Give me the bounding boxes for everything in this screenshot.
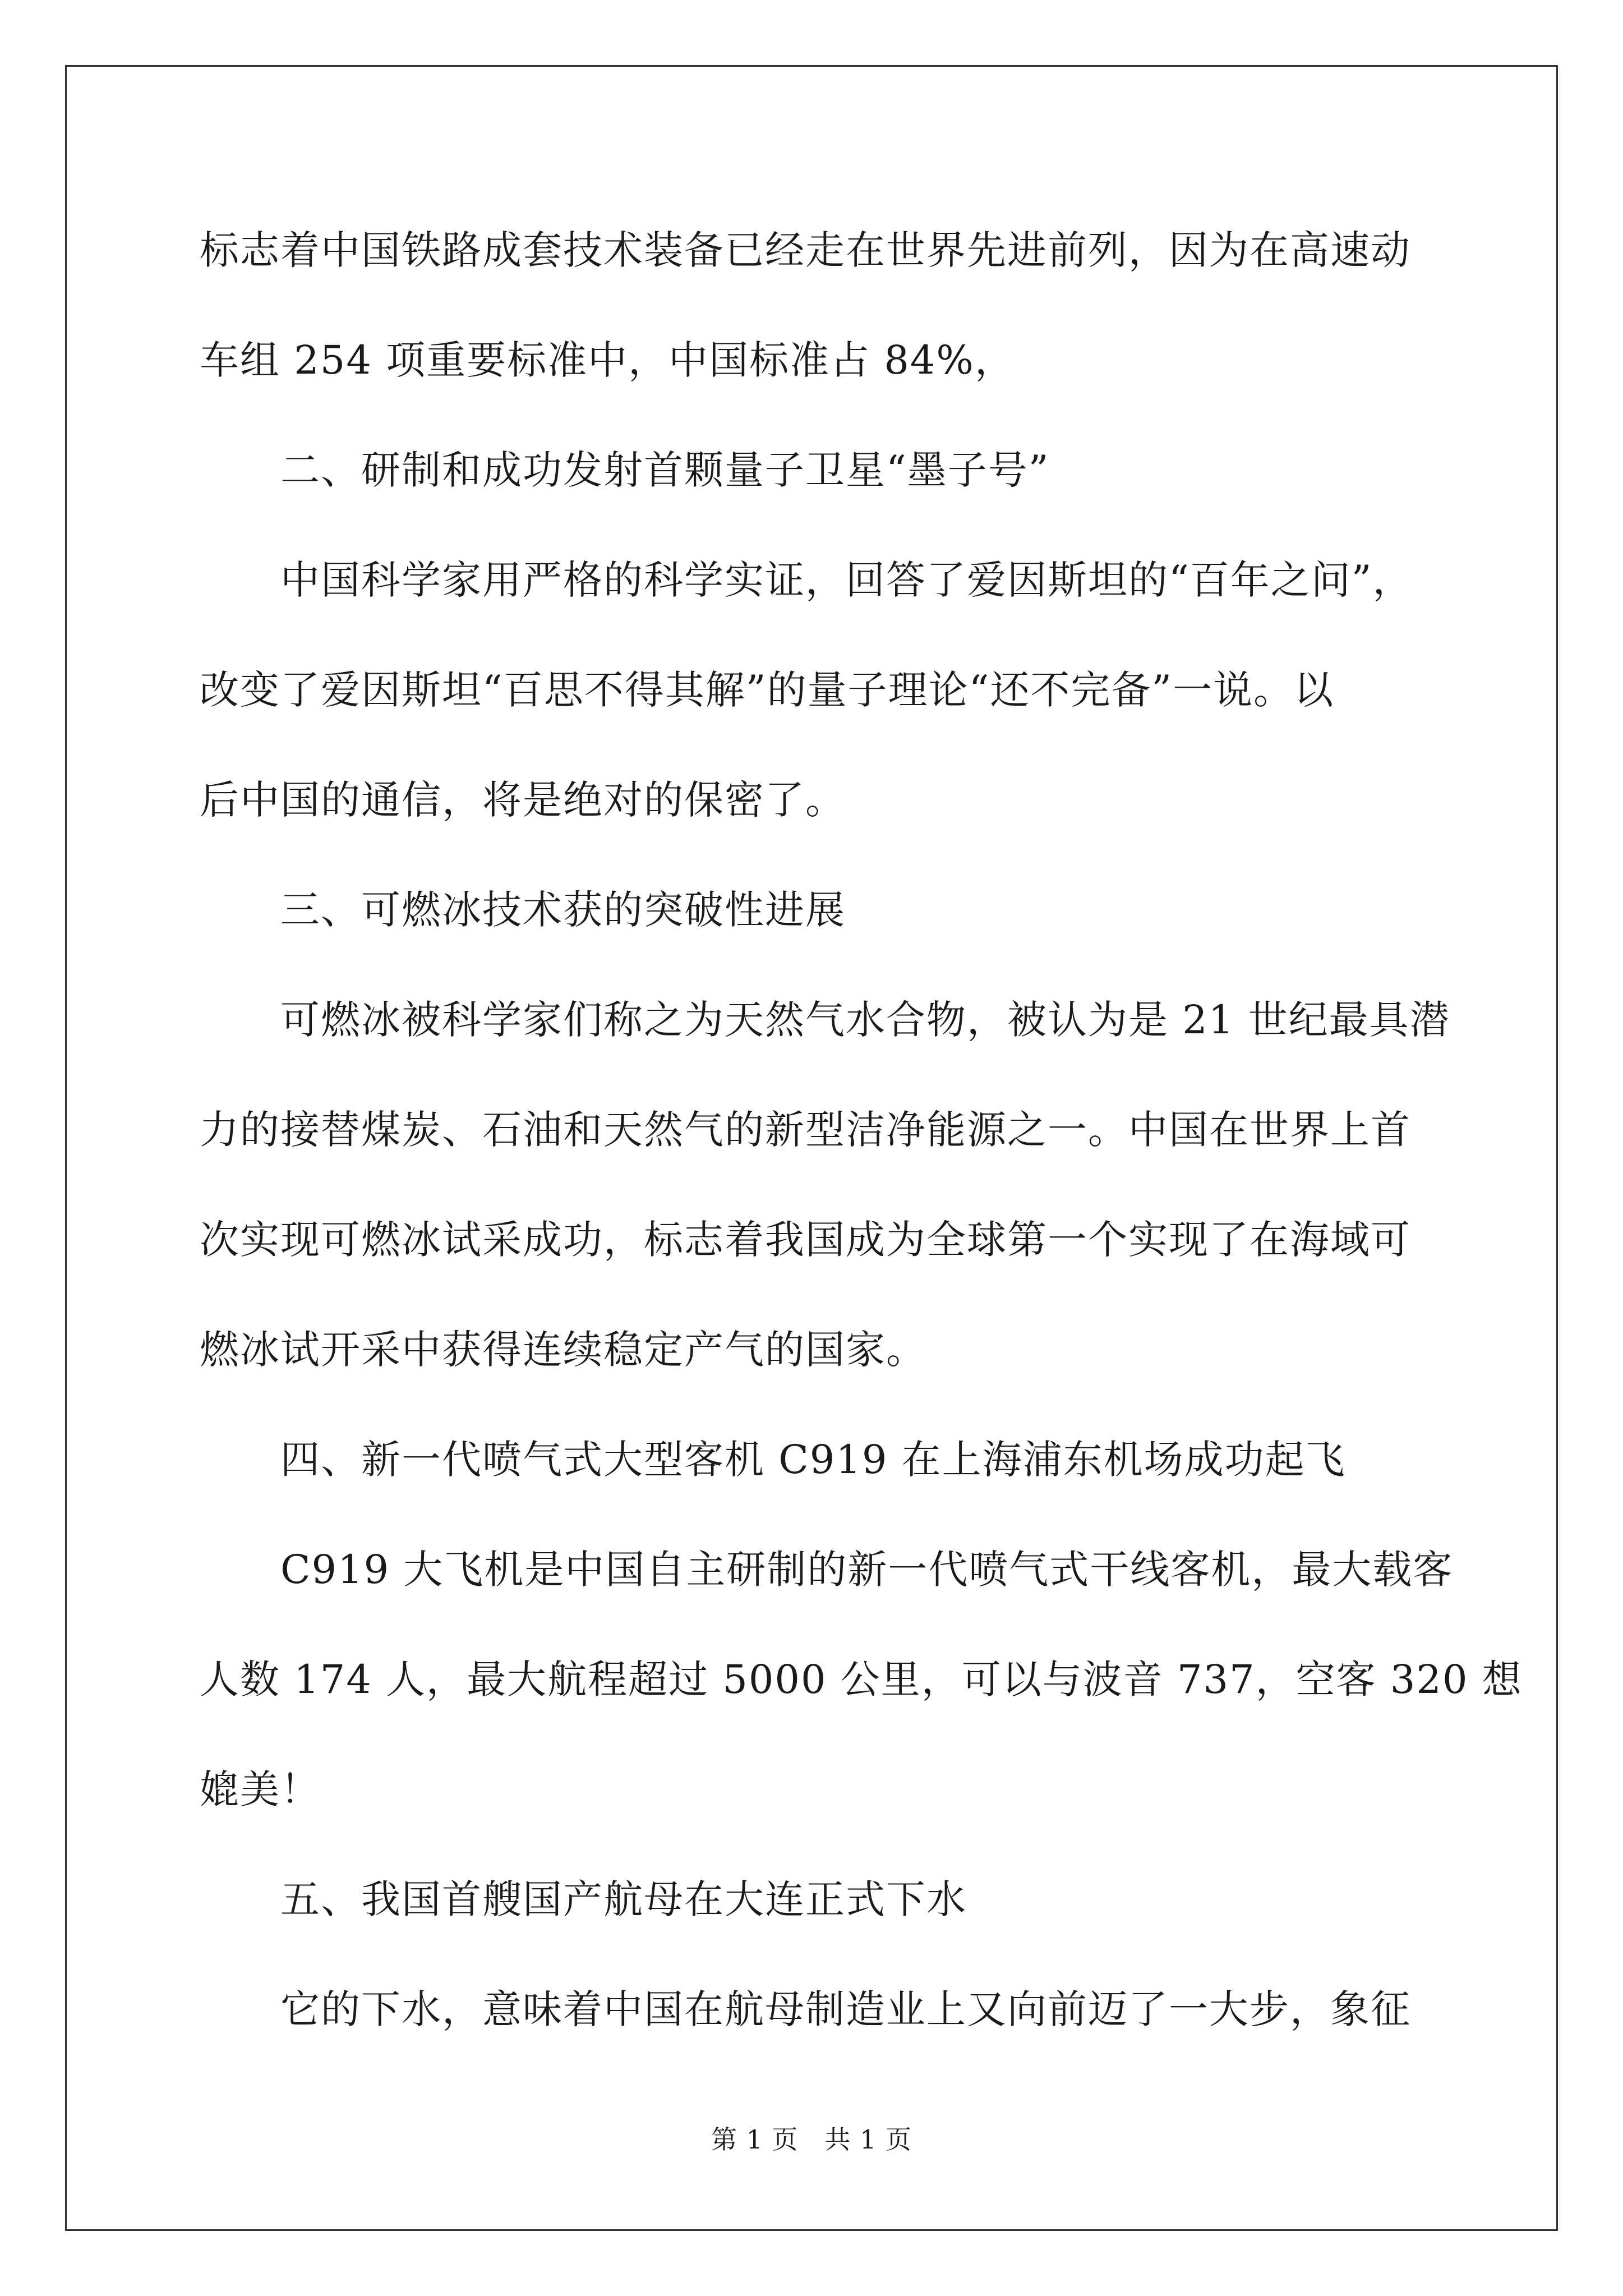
text-line: 改变了爱因斯坦“百思不得其解”的量子理论“还不完备”一说。以 — [200, 667, 1335, 713]
text-line: 次实现可燃冰试采成功，标志着我国成为全球第一个实现了在海域可 — [200, 1217, 1411, 1263]
page-footer: 第 1 页 共 1 页 — [711, 2124, 912, 2155]
text-line: 燃冰试开采中获得连续稳定产气的国家。 — [200, 1327, 926, 1373]
text-line: 力的接替煤炭、石油和天然气的新型洁净能源之一。中国在世界上首 — [200, 1107, 1411, 1153]
text-line: C919 大飞机是中国自主研制的新一代喷气式干线客机，最大载客 — [280, 1547, 1454, 1593]
text-line: 中国科学家用严格的科学实证，回答了爱因斯坦的“百年之问”， — [280, 557, 1413, 603]
text-line: 它的下水，意味着中国在航母制造业上又向前迈了一大步，象征 — [280, 1986, 1411, 2032]
section-heading: 五、我国首艘国产航母在大连正式下水 — [280, 1876, 967, 1922]
text-line: 人数 174 人，最大航程超过 5000 公里，可以与波音 737，空客 320 想 — [200, 1657, 1523, 1703]
text-line: 媲美！ — [200, 1766, 321, 1812]
section-heading: 三、可燃冰技术获的突破性进展 — [280, 887, 846, 933]
text-line: 标志着中国铁路成套技术装备已经走在世界先进前列，因为在高速动 — [200, 227, 1411, 273]
section-heading: 二、研制和成功发射首颗量子卫星“墨子号” — [280, 447, 1050, 493]
text-line: 后中国的通信，将是绝对的保密了。 — [200, 777, 846, 823]
section-heading: 四、新一代喷气式大型客机 C919 在上海浦东机场成功起飞 — [280, 1437, 1346, 1483]
text-line: 可燃冰被科学家们称之为天然气水合物，被认为是 21 世纪最具潜 — [280, 997, 1450, 1043]
document-body — [200, 195, 1523, 2064]
text-line: 车组 254 项重要标准中，中国标准占 84%， — [200, 337, 1015, 383]
